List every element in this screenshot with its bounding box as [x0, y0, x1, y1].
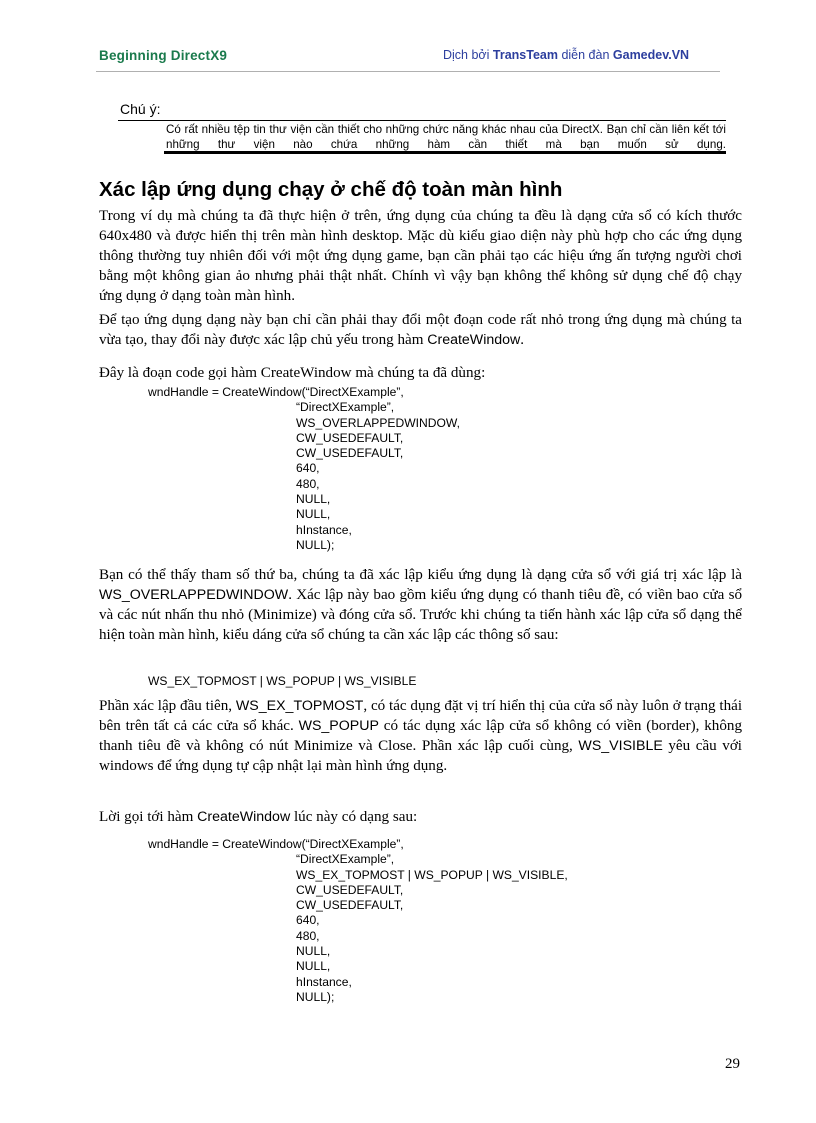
- inline-code-createwindow: CreateWindow: [427, 332, 521, 348]
- code-block-windowed: [148, 385, 460, 553]
- paragraph-call-a: Lời gọi tới hàm: [99, 809, 198, 825]
- note-bottom-rule: [164, 151, 726, 154]
- code-line: 480,: [296, 476, 320, 491]
- inline-code-topmost: WS_EX_TOPMOST: [235, 698, 364, 714]
- code-line: NULL,: [296, 944, 331, 959]
- code-line: CW_USEDEFAULT,: [296, 882, 404, 897]
- code-style-flags: WS_EX_TOPMOST | WS_POPUP | WS_VISIBLE: [148, 674, 417, 688]
- paragraph-style-explain-a: Bạn có thể thấy tham số thứ ba, chúng ta đã xác lập kiểu ứng dụng là dạng cửa sổ với giá trị xác lập là: [99, 567, 742, 583]
- code-line: NULL);: [296, 989, 335, 1004]
- paragraph-call-b: lúc này có dạng sau:: [290, 809, 418, 825]
- paragraph-flags-explain: [99, 696, 742, 776]
- code-line: hInstance,: [296, 522, 352, 537]
- paragraph-code-intro: Đây là đoạn code gọi hàm CreateWindow mà chúng ta đã dùng:: [99, 365, 486, 381]
- header-forum-name: Gamedev.VN: [612, 48, 690, 62]
- paragraph-change-end: .: [520, 332, 525, 348]
- code-line: CW_USEDEFAULT,: [296, 430, 404, 445]
- section-heading: Xác lập ứng dụng chạy ở chế độ toàn màn hình: [99, 178, 563, 201]
- code-line: 640,: [296, 461, 320, 476]
- code-block-fullscreen: [148, 837, 568, 1005]
- code-line: 640,: [296, 913, 320, 928]
- code-line: CW_USEDEFAULT,: [296, 446, 404, 461]
- code-line: 480,: [296, 928, 320, 943]
- inline-code-visible: WS_VISIBLE: [578, 738, 663, 754]
- header-book-title: Beginning DirectX9: [99, 48, 228, 63]
- paragraph-change: [99, 310, 742, 350]
- header-credit-mid: diễn đàn: [557, 48, 613, 62]
- paragraph-change-text: Để tạo ứng dụng dạng này bạn chỉ cần phải thay đổi một đoạn code rất nhỏ trong ứng dụng mà chúng ta vừa tạo, thay đổi này được xác lập chủ yếu trong hàm: [99, 312, 742, 348]
- code-line: NULL,: [296, 492, 331, 507]
- code-line: “DirectXExample”,: [296, 852, 395, 867]
- header-team-name: TransTeam: [492, 48, 558, 62]
- paragraph-style-explain: [99, 565, 742, 645]
- code-line: wndHandle = CreateWindow(“DirectXExample”,: [148, 385, 404, 399]
- note-body: Có rất nhiều tệp tin thư viện cần thiết cho những chức năng khác nhau của DirectX. Bạn chỉ cần liên kết tới những thư viện nào chứa những hàm cần thiết mà bạn muốn sử dụng.: [166, 123, 726, 151]
- code-line: NULL);: [296, 537, 335, 552]
- header-divider: [96, 71, 720, 72]
- note-top-rule: [118, 120, 726, 121]
- paragraph-flags-a: Phần xác lập đầu tiên,: [99, 698, 236, 714]
- code-line: WS_OVERLAPPEDWINDOW,: [296, 415, 460, 430]
- code-line: NULL,: [296, 507, 331, 522]
- code-line: CW_USEDEFAULT,: [296, 898, 404, 913]
- header-credit: [443, 48, 689, 62]
- header-credit-prefix: Dịch bởi: [443, 48, 493, 62]
- code-line: hInstance,: [296, 974, 352, 989]
- inline-code-popup: WS_POPUP: [298, 718, 379, 734]
- paragraph-flags-d: yêu cầu với windows để ứng dụng tự cập nhật lại màn hình ứng dụng.: [99, 738, 743, 774]
- note-title: Chú ý:: [120, 101, 161, 117]
- code-line: wndHandle = CreateWindow(“DirectXExample”,: [148, 837, 404, 851]
- inline-code-createwindow-2: CreateWindow: [197, 809, 291, 825]
- paragraph-style-explain-b: . Xác lập này bao gồm kiểu ứng dụng có thanh tiêu đề, có viền bao cửa sổ và các nút nhấn thu nhỏ (Minimize) và đóng cửa sổ. Trước khi chúng ta tiến hành xác lập cửa sổ dạng thể hiện toàn màn hình, kiểu dáng cửa sổ chúng ta cần xác lập các thông số sau:: [99, 587, 742, 643]
- code-line: WS_EX_TOPMOST | WS_POPUP | WS_VISIBLE,: [296, 867, 568, 882]
- code-line: “DirectXExample”,: [296, 400, 395, 415]
- paragraph-flags-c: có tác dụng xác lập cửa sổ không có viền (border), không thanh tiêu đề và không có nút Minimize và Close. Phần xác lập cuối cùng,: [99, 718, 742, 754]
- paragraph-intro: Trong ví dụ mà chúng ta đã thực hiện ở trên, ứng dụng của chúng ta đều là dạng cửa sổ có kích thước 640x480 và được hiển thị trên màn hình desktop. Mặc dù kiểu giao diện này phù hợp cho các ứng dụng thông thường tuy nhiên đối với một ứng dụng game, bạn cần phải tạo các hiệu ứng ấn tượng người chơi bằng một không gian ảo nhưng phải thật nhất. Chính vì vậy bạn không thể không sử dụng chế độ chạy ứng dụng ở dạng toàn màn hình.: [99, 208, 742, 304]
- paragraph-flags-b: , có tác dụng đặt vị trí hiển thị của cửa sổ này luôn ở trạng thái bên trên tất cả các cửa sổ khác.: [99, 698, 743, 734]
- paragraph-call-intro: [99, 807, 742, 827]
- code-line: NULL,: [296, 959, 331, 974]
- inline-code-overlapped: WS_OVERLAPPEDWINDOW: [99, 587, 289, 603]
- page-number: 29: [725, 1056, 740, 1072]
